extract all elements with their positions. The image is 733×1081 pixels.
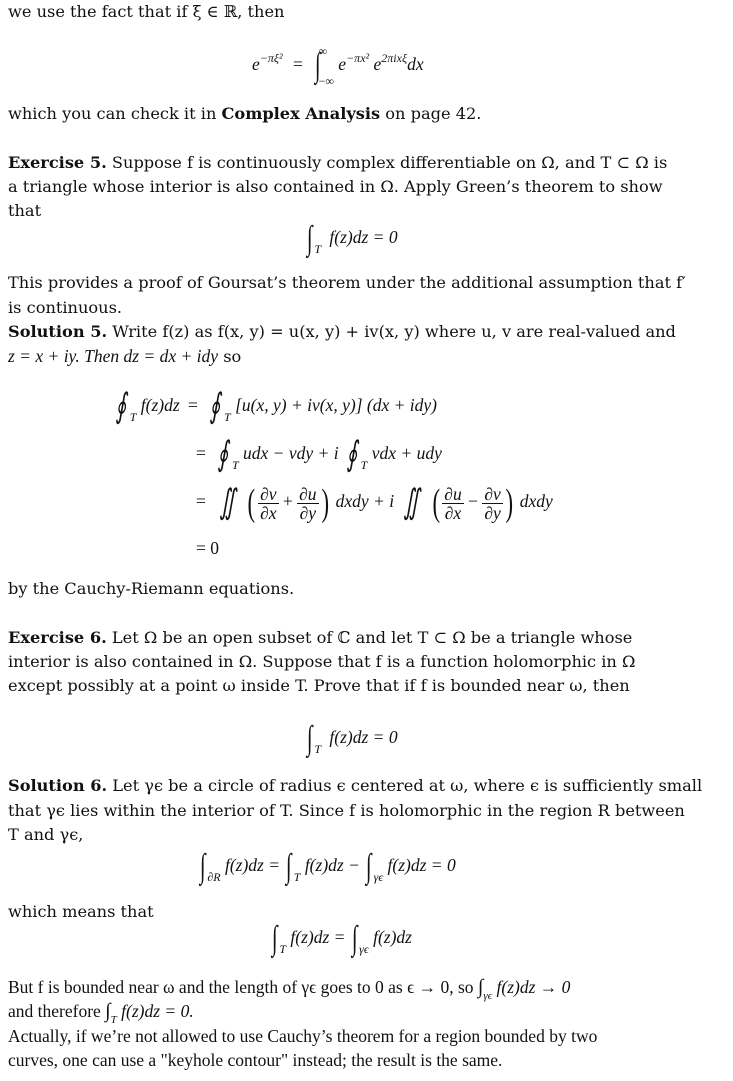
solution-6-line-6: and therefore $\int_T$ f(z)dz = 0. bbox=[8, 1000, 194, 1026]
exercise-6-line-2: interior is also contained in Ω. Suppose that f is a function holomorphic in Ω bbox=[8, 652, 636, 671]
double-integral-sign: ∬ bbox=[403, 484, 420, 521]
double-integral-sign: ∬ bbox=[219, 484, 236, 521]
solution-6-line-5: But f is bounded near ω and the length of γϵ goes to 0 as ϵ → 0, so $\int_{\gamma\epsilon}$ f(z)dz → 0 bbox=[8, 976, 571, 1002]
exercise-5-line-5: is continuous. bbox=[8, 298, 123, 317]
exercise-6-line-1: Exercise 6. Let Ω be an open subset of ℂ and let T ⊂ Ω be a triangle whose bbox=[8, 628, 633, 647]
integral-sign: ∫ bbox=[351, 920, 358, 957]
integral-sign: ∫ bbox=[306, 220, 313, 257]
solution-6-label: Solution 6. bbox=[8, 776, 108, 795]
align-row-1: ∮ $_T$ f(z)dz = ∮ $_T$ [u(x, y) + iv(x, y)] (dx + idy) bbox=[115, 388, 438, 425]
solution-6-line-2: that γϵ lies within the interior of T. Since f is holomorphic in the region R between bbox=[8, 801, 685, 820]
align-row-2: = ∮ $_T$ udx − vdy + i ∮ $_T$ vdx + udy bbox=[196, 436, 442, 473]
exercise-6-label: Exercise 6. bbox=[8, 628, 107, 647]
exercise-5-line-3: that bbox=[8, 201, 42, 220]
contour-integral-sign: ∮ bbox=[346, 436, 358, 473]
solution-5-line-2: z = x + iy. Then dz = dx + idy so bbox=[8, 346, 242, 366]
exercise-5-line-2: a triangle whose interior is also contained in Ω. Apply Green’s theorem to show bbox=[8, 177, 663, 196]
solution-6-line-7: Actually, if we’re not allowed to use Cauchy’s theorem for a region bounded by two bbox=[8, 1026, 598, 1046]
integral-sign: ∫ bbox=[199, 848, 206, 885]
align-row-4: = 0 bbox=[196, 538, 219, 558]
integral-sign: ∫ bbox=[286, 848, 292, 885]
align-row-3: = ∬ ( $\frac{\partial v}{\partial x}$ + $\frac{\partial u}{\partial y}$ ) dxdy + i ∬ ( $\frac{\partial u}{\partial x}$ − $\frac{\partial v}{\partial y}$ ) dxdy bbox=[196, 482, 553, 524]
solution-6-line-4: which means that bbox=[8, 902, 154, 921]
exercise-5-equation: ∫ $_T$ f(z)dz = 0 bbox=[306, 220, 398, 257]
exercise-6-line-3: except possibly at a point ω inside T. Prove that if f is bounded near ω, then bbox=[8, 676, 630, 695]
intro-line-2: which you can check it in Complex Analysis on page 42. bbox=[8, 104, 482, 123]
integral-sign: ∫ bbox=[271, 920, 278, 957]
solution-6-line-8: curves, one can use a "keyhole contour" instead; the result is the same. bbox=[8, 1050, 503, 1070]
exercise-5-line-1: Exercise 5. Suppose f is continuously complex differentiable on Ω, and T ⊂ Ω is bbox=[8, 153, 668, 172]
contour-integral-sign: ∮ bbox=[115, 388, 127, 425]
exercise-5-label: Exercise 5. bbox=[8, 153, 107, 172]
solution-6-line-1: Solution 6. Let γϵ be a circle of radius ϵ centered at ω, where ϵ is sufficiently small bbox=[8, 776, 703, 795]
integral-sign: ∫ bbox=[366, 848, 372, 885]
integral-sign: ∫ bbox=[306, 720, 313, 757]
book-title: Complex Analysis bbox=[221, 104, 381, 123]
fourier-gaussian-equation: $e^{-\pi\xi^2}$ = ∫ ∞ −∞ $e^{-\pi x^2}$ $e^{2\pi ix\xi}dx$ bbox=[252, 44, 424, 88]
solution-5-label: Solution 5. bbox=[8, 322, 108, 341]
contour-integral-sign: ∮ bbox=[217, 436, 229, 473]
solution-5-line-3: by the Cauchy-Riemann equations. bbox=[8, 579, 295, 598]
exercise-6-equation: ∫ $_T$ f(z)dz = 0 bbox=[306, 720, 398, 757]
contour-integral-sign: ∮ bbox=[209, 388, 221, 425]
solution-5-line-1: Solution 5. Write f(z) as f(x, y) = u(x, y) + iv(x, y) where u, v are real-valued and bbox=[8, 322, 676, 341]
solution-6-equation-2: ∫ $_T$ f(z)dz = ∫ $_{\gamma\epsilon}$ f(z)dz bbox=[271, 920, 412, 957]
intro-line-1: we use the fact that if ξ ∈ ℝ, then bbox=[8, 2, 285, 21]
integral-sign: ∫ bbox=[315, 47, 321, 84]
eq-lhs: e bbox=[252, 54, 260, 75]
solution-6-equation-1: ∫ $_{\partial R}$ f(z)dz = ∫ $_T$ f(z)dz − ∫ $_{\gamma\epsilon}$ f(z)dz = 0 bbox=[199, 848, 456, 885]
exercise-5-line-4: This provides a proof of Goursat’s theorem under the additional assumption that f′ bbox=[8, 273, 686, 292]
solution-6-line-3: T and γϵ, bbox=[8, 825, 84, 844]
